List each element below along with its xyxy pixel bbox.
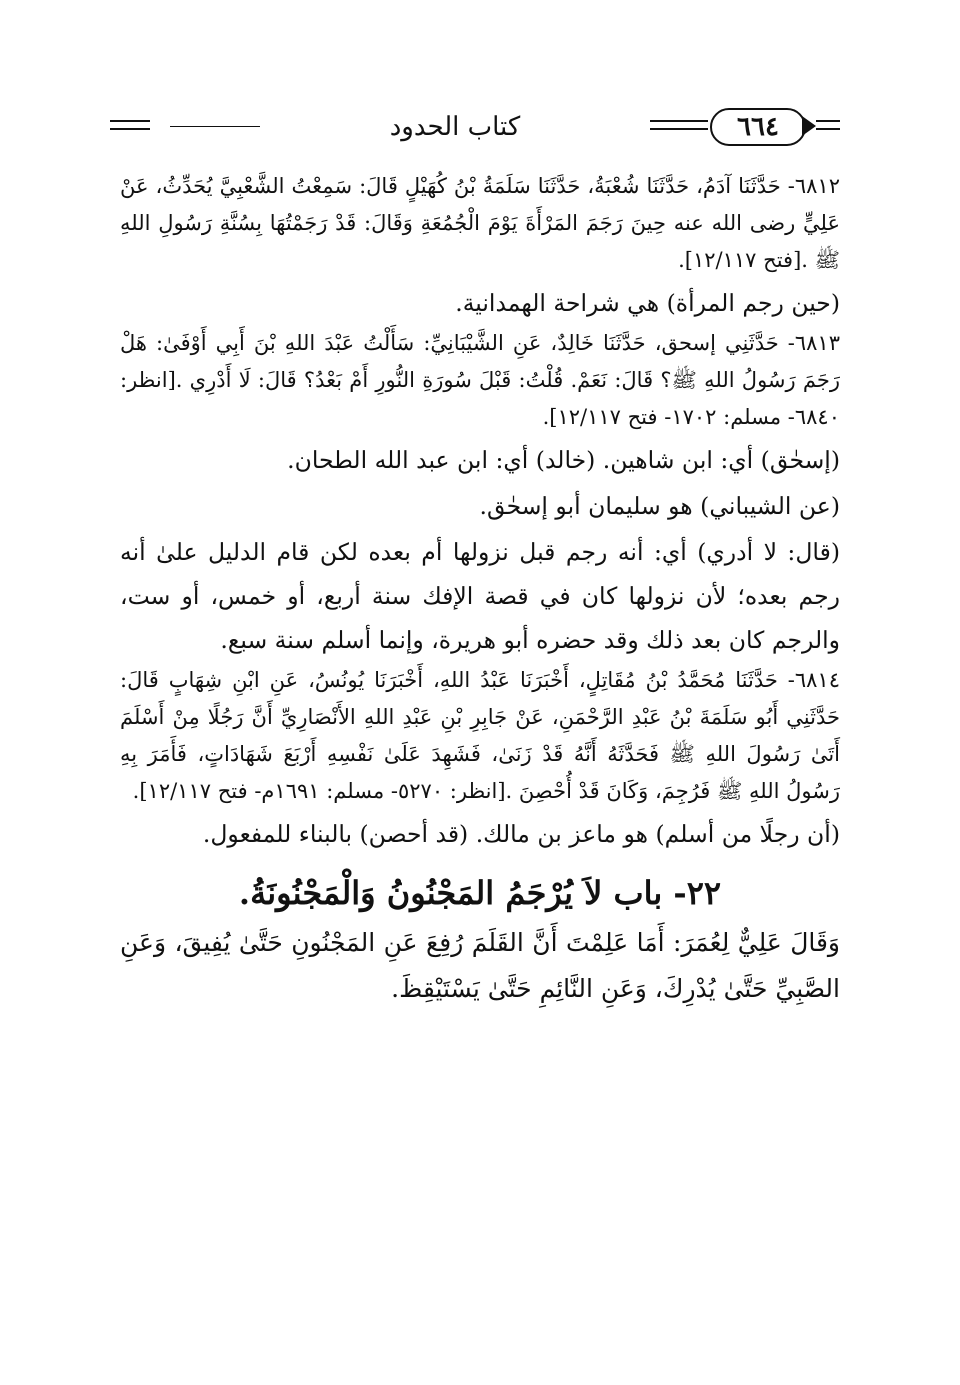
header-rule-left-inner [170,126,260,127]
chapter-heading: ٢٢- باب لاَ يُرْجَمُ المَجْنُونُ وَالْمَجْنُونَةُ. [238,874,722,912]
header-rule-left-bottom [110,128,150,130]
page-header [110,104,840,150]
commentary-6813-b: (عن الشيباني) هو سليمان أبو إسحٰق. [479,492,840,520]
hadith-6814: ٦٨١٤- حَدَّثَنَا مُحَمَّدُ بْنُ مُقَاتِلٍ، أَخْبَرَنَا عَبْدُ اللهِ، أَخْبَرَنَا يُونُسُ، عَنِ ابْنِ شِهَابٍ قَالَ: حَدَّثَنِي أَبُو سَلَمَةَ بْنُ عَبْدِ الرَّحْمَنِ، عَنْ جَابِرِ بْنِ عَبْدِ اللهِ الأَنْصَارِيِّ أَنَّ رَجُلًا مِنْ أَسْلَمَ أَتَىٰ رَسُولَ اللهِ ﷺ فَحَدَّثَهُ أَنَّهُ قَدْ زَنَىٰ، فَشَهِدَ عَلَىٰ نَفْسِهِ أَرْبَعَ شَهَادَاتٍ، فَأَمَرَ بِهِ رَسُولُ اللهِ ﷺ فَرُجِمَ، وَكَانَ قَدْ أُحْصِنَ .[انظر: ٥٢٧٠- مسلم: ١٦٩١م- فتح ١٢/١١٧]. [120,668,840,803]
commentary-6812: (حين رجم المرأة) هي شراحة الهمدانية. [455,289,840,317]
header-rule-right-top [650,120,708,122]
hadith-6812: ٦٨١٢- حَدَّثَنَا آدَمُ، حَدَّثَنَا شُعْبَةُ، حَدَّثَنَا سَلَمَةُ بْنُ كُهَيْلٍ قَالَ: سَمِعْتُ الشَّعْبِيَّ يُحَدِّثُ، عَنْ عَلِيٍّ رضى الله عنه حِينَ رَجَمَ المَرْأَةَ يَوْمَ الْجُمُعَةِ وَقَالَ: قَدْ رَجَمْتُهَا بِسُنَّةِ رَسُولِ اللهِ ﷺ .[فتح ١٢/١١٧]. [120,174,840,272]
commentary-6813-c: (قال: لا أدري) أي: أنه رجم قبل نزولها أم بعده لكن قام الدليل علىٰ أنه رجم بعده؛ لأن نزولها كان في قصة الإفك سنة أربع، أو خمس، أو ست، والرجم كان بعد ذلك وقد حضره أبو هريرة، وإنما أسلم سنة سبع. [120,538,840,654]
header-rule-left-top [110,120,150,122]
page-body [120,168,840,1012]
header-rule-right-bottom [650,128,708,130]
chapter-intro: وَقَالَ عَلِيٌّ لِعُمَرَ: أَمَا عَلِمْتَ أَنَّ القَلَمَ رُفِعَ عَنِ المَجْنُونِ حَتَّىٰ يُفِيقَ، وَعَنِ الصَّبِيِّ حَتَّىٰ يُدْرِكَ، وَعَنِ النَّائِمِ حَتَّىٰ يَسْتَيْقِظَ. [120,928,840,1003]
header-rule-end-bottom [816,128,840,130]
book-title: كتاب الحدود [389,112,521,142]
commentary-6814: (أن رجلًا من أسلم) هو ماعز بن مالك. (قد أحصن) بالبناء للمفعول. [202,820,840,848]
hadith-6813: ٦٨١٣- حَدَّثَنِي إسحق، حَدَّثَنَا خَالِدٌ، عَنِ الشَّيْبَانِيِّ: سَأَلْتُ عَبْدَ اللهِ بْنَ أَبِي أَوْفَىٰ: هَلْ رَجَمَ رَسُولُ اللهِ ﷺ؟ قَالَ: نَعَمْ. قُلْتُ: قَبْلَ سُورَةِ النُّورِ أَمْ بَعْدُ؟ قَالَ: لَا أَدْرِي .[انظر: ٦٨٤٠- مسلم: ١٧٠٢- فتح ١٢/١١٧]. [120,331,840,429]
commentary-6813-a: (إسحٰق) أي: ابن شاهين. (خالد) أي: ابن عبد الله الطحان. [287,446,840,474]
page-number-tail [802,116,816,136]
page-number: ٦٦٤ [710,108,806,146]
header-rule-end-top [816,120,840,122]
